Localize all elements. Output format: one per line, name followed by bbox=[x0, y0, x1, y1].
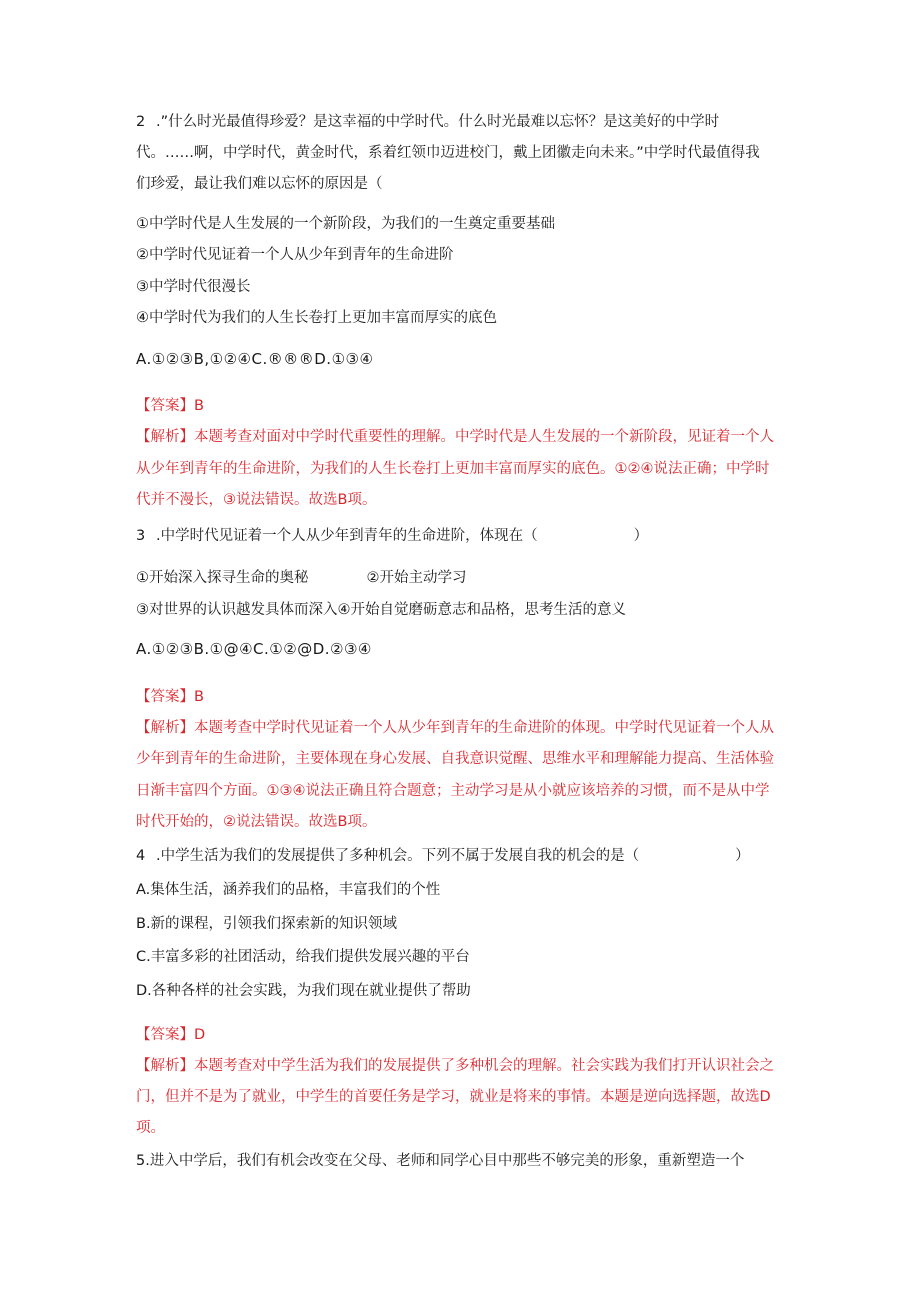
question-4-answer: 【答案】D bbox=[136, 1027, 206, 1043]
question-3-answer: 【答案】B bbox=[136, 689, 204, 705]
question-2-statement-3: ③中学时代很漫长 bbox=[136, 279, 251, 295]
question-2-choices: A.①②③B,①②④C.®®®D.①③④ bbox=[136, 350, 374, 368]
question-2-stem-line-1: 2 .”什么时光最值得珍爱？是这幸福的中学时代。什么时光最难以忘怀？是这美好的中学时 bbox=[136, 114, 720, 130]
question-3-statement-line-1: ①开始深入探寻生命的奥秘 ②开始主动学习 bbox=[136, 570, 467, 586]
question-4-analysis-line-2: 门，但并不是为了就业，中学生的首要任务是学习，就业是将来的事情。本题是逆向选择题，故选D bbox=[136, 1089, 771, 1105]
question-3-choices: A.①②③B.①@④C.①②@D.②③④ bbox=[136, 640, 372, 658]
question-4-analysis-line-1: 【解析】本题考查对中学生活为我们的发展提供了多种机会的理解。社会实践为我们打开认识社会之 bbox=[136, 1058, 774, 1074]
question-2-statement-4: ④中学时代为我们的人生长卷打上更加丰富而厚实的底色 bbox=[136, 310, 497, 326]
question-3-stem: 3 .中学时代见证着一个人从少年到青年的生命进阶，体现在（ ） bbox=[136, 528, 649, 544]
question-2-analysis-line-3: 代并不漫长，③说法错误。故选B项。 bbox=[136, 492, 377, 508]
question-2-analysis-line-1: 【解析】本题考查对面对中学时代重要性的理解。中学时代是人生发展的一个新阶段，见证着一个人 bbox=[136, 429, 774, 445]
question-3-analysis-line-1: 【解析】本题考查中学时代见证着一个人从少年到青年的生命进阶的体现。中学时代见证着一个人从 bbox=[136, 720, 774, 736]
question-2-stem-line-2: 代。……啊，中学时代，黄金时代，系着红领巾迈进校门，戴上团徽走向未来。”中学时代最值得我 bbox=[136, 145, 760, 161]
question-4-analysis-line-3: 项。 bbox=[136, 1120, 165, 1136]
question-number: 5. bbox=[136, 1153, 150, 1169]
question-4-option-a: A.集体生活，涵养我们的品格，丰富我们的个性 bbox=[136, 882, 441, 898]
question-4-option-c: C.丰富多彩的社团活动，给我们提供发展兴趣的平台 bbox=[136, 949, 470, 965]
question-3-analysis-line-3: 日渐丰富四个方面。①③④说法正确且符合题意；主动学习是从小就应该培养的习惯，而不是从中学 bbox=[136, 783, 770, 799]
question-2-stem-line-3: 们珍爱，最让我们难以忘怀的原因是（ bbox=[136, 176, 383, 192]
question-3-analysis-line-4: 时代开始的，②说法错误。故选B项。 bbox=[136, 814, 377, 830]
question-number: 2 bbox=[136, 114, 146, 130]
question-3-statement-line-2: ③对世界的认识越发具体而深入④开始自觉磨砺意志和品格，思考生活的意义 bbox=[136, 602, 626, 618]
question-4-stem: 4 .中学生活为我们的发展提供了多种机会。下列不属于发展自我的机会的是（ ） bbox=[136, 848, 750, 864]
question-number: 4 bbox=[136, 848, 146, 864]
question-number: 3 bbox=[136, 528, 146, 544]
question-2-statement-1: ①中学时代是人生发展的一个新阶段，为我们的一生奠定重要基础 bbox=[136, 216, 555, 232]
question-4-option-b: B.新的课程，引领我们探索新的知识领域 bbox=[136, 916, 398, 932]
question-2-statement-2: ②中学时代见证着一个人从少年到青年的生命进阶 bbox=[136, 247, 454, 263]
question-2-answer: 【答案】B bbox=[136, 398, 204, 414]
question-3-analysis-line-2: 少年到青年的生命进阶，主要体现在身心发展、自我意识觉醒、思维水平和理解能力提高、生活体验 bbox=[136, 751, 774, 767]
question-5-stem: 5.进入中学后，我们有机会改变在父母、老师和同学心目中那些不够完美的形象，重新塑造一个 bbox=[136, 1153, 745, 1169]
question-2-analysis-line-2: 从少年到青年的生命进阶，为我们的人生长卷打上更加丰富而厚实的底色。①②④说法正确；中学时 bbox=[136, 461, 770, 477]
question-4-option-d: D.各种各样的社会实践，为我们现在就业提供了帮助 bbox=[136, 983, 471, 999]
